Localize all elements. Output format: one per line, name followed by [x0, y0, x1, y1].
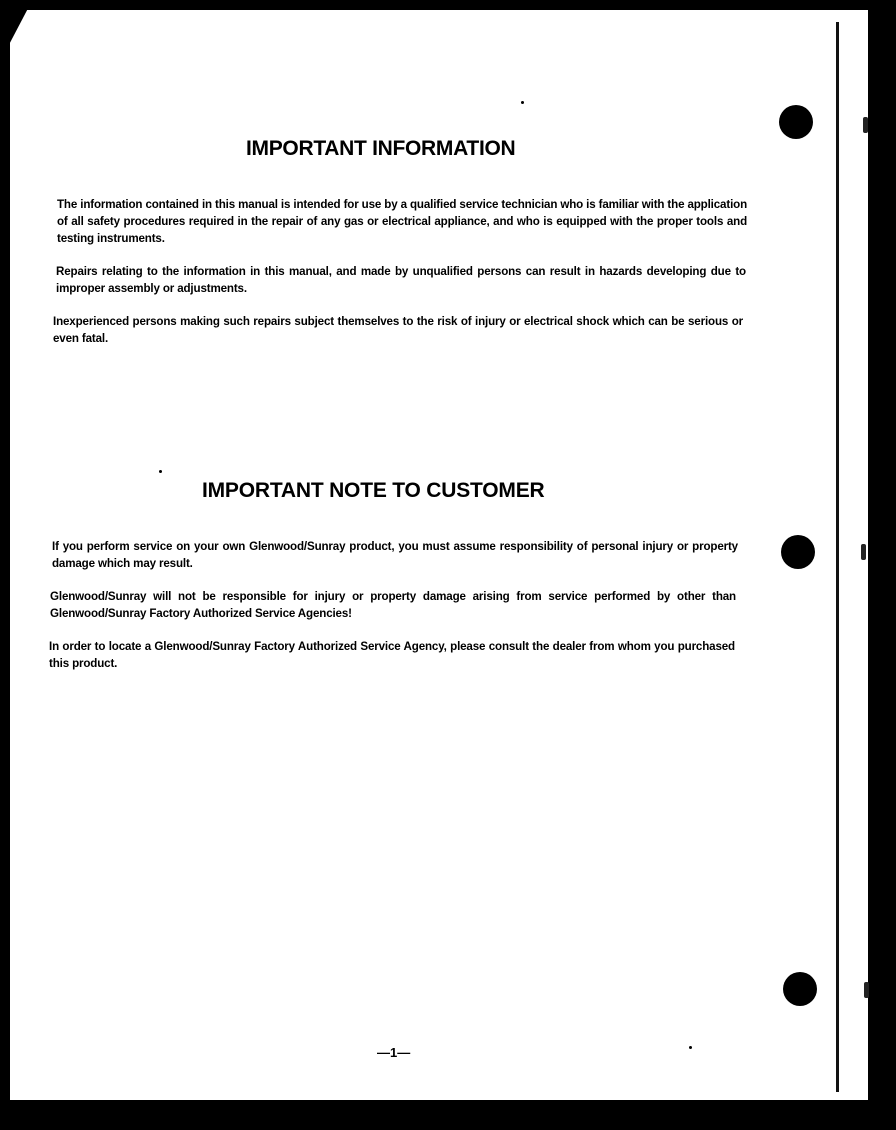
scan-speck — [689, 1046, 692, 1049]
paragraph-inexperienced-persons: Inexperienced persons making such repairs subject themselves to the risk of injury or electrical shock which can be serious or even fatal. — [53, 315, 743, 345]
punch-hole-top — [779, 105, 813, 139]
paragraph-unqualified-repairs: Repairs relating to the information in this manual, and made by unqualified persons can result in hazards developing due to improper assembly or adjustments. — [56, 265, 746, 295]
scan-bottom-edge — [0, 1100, 896, 1130]
section-title-note-to-customer: IMPORTANT NOTE TO CUSTOMER — [202, 479, 545, 502]
section-title-important-information: IMPORTANT INFORMATION — [246, 137, 516, 160]
paragraph-qualified-technician: The information contained in this manual is intended for use by a qualified service technician who is familiar with the application of all safety procedures required in the repair of any gas or electrical appliance, and who is equipped with the proper tools and testing instruments. — [57, 198, 747, 245]
page-number: —1— — [377, 1045, 411, 1060]
punch-hole-middle — [781, 535, 815, 569]
paragraph-not-responsible: Glenwood/Sunray will not be responsible for injury or property damage arising from service performed by other than Glenwood/Sunray Factory Authorized Service Agencies! — [50, 590, 736, 620]
binder-ring-mark-middle — [861, 544, 866, 560]
scan-speck — [521, 101, 524, 104]
paragraph-locate-service-agency: In order to locate a Glenwood/Sunray Factory Authorized Service Agency, please consult the dealer from whom you purchased this product. — [49, 640, 735, 670]
scan-speck — [159, 470, 162, 473]
punch-hole-bottom — [783, 972, 817, 1006]
binder-ring-mark-bottom — [864, 982, 869, 998]
page-edge-line — [836, 22, 839, 1092]
paragraph-own-service-responsibility: If you perform service on your own Glenwood/Sunray product, you must assume responsibility of personal injury or property damage which may result. — [52, 540, 738, 570]
binder-ring-mark-top — [863, 117, 868, 133]
